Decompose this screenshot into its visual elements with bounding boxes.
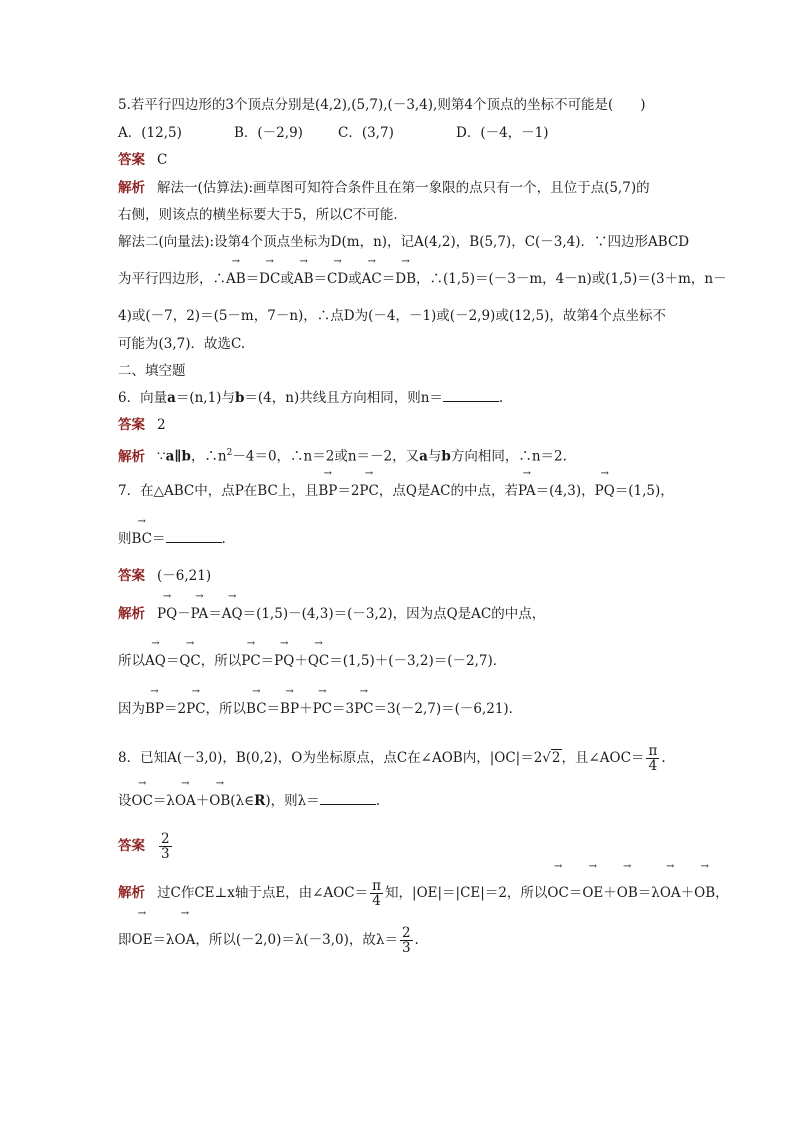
q7-an3-m5: ＝3 <box>331 701 355 717</box>
vec-bp: → BP <box>280 700 299 718</box>
eq: ＝ <box>245 271 260 287</box>
vec-qc: → QC <box>179 652 200 670</box>
q8-an1-m1: ＝ <box>568 885 583 901</box>
q6-an-post: －4＝0，∴n＝2或n＝－2，又 <box>232 448 420 465</box>
q6-stem-post: ＝(4，n)共线且方向相同，则n＝ <box>244 390 443 406</box>
or: 或 <box>280 271 294 287</box>
q8-answer-fraction <box>159 832 172 861</box>
q5-option-d: D．(－4，－1) <box>456 125 549 141</box>
vec-bp: → BP <box>318 482 337 500</box>
eq: ＝ <box>313 271 327 287</box>
vec-qc: → QC <box>308 652 329 670</box>
q8-l2-m3: (λ∈ <box>230 793 255 809</box>
q5-analysis-1 <box>118 179 650 197</box>
q8-l1-end: . <box>661 750 666 766</box>
q6-a-parallel-b: a∥b <box>165 448 191 465</box>
q6-an-mid2: 与 <box>427 448 442 465</box>
vec-pa: → PA <box>191 605 209 623</box>
vec-pa: → PA <box>518 482 536 500</box>
q6-an-mid: ，∴n <box>190 448 227 465</box>
q5-option-a: A．(12,5) <box>118 125 182 141</box>
fraction-pi-4 <box>646 744 659 773</box>
q7-stem-1 <box>118 482 674 500</box>
answer-label: 答案 <box>118 152 145 168</box>
q7-an3-m1: ＝2 <box>164 701 187 717</box>
q5-stem: 5.若平行四边形的3个顶点分别是(4,2),(5,7),(－3,4),则第4个顶点的坐标不可能是( ) <box>118 97 646 113</box>
vec-ac: → AC <box>362 270 382 288</box>
q8-analysis-2 <box>118 922 419 958</box>
q8-an2-mid: ，所以(－2,0)＝λ(－3,0)，故λ＝ <box>195 932 398 948</box>
vec-b: b <box>441 448 451 465</box>
q5-analysis-2: 右侧，则该点的横坐标要大于5，所以C不可能． <box>118 207 407 223</box>
q7-an2-pre: 所以 <box>118 653 145 669</box>
q8-l1-pre: 8．已知A(－3,0)，B(0,2)，O为坐标原点，点C在∠AOB内，|OC|＝2 <box>118 750 543 766</box>
fraction-2-3 <box>400 926 413 955</box>
q8-an2-m1: ＝λ <box>152 932 175 948</box>
q7-l2-pre: 则 <box>118 531 132 547</box>
q5-answer-line <box>118 151 167 169</box>
q6-an-sup: 2 <box>226 448 233 458</box>
q6-stem-pre: 6．向量 <box>118 390 168 406</box>
q7-l1-end: ＝(1,5)， <box>614 483 674 499</box>
q7-l1-mid2: ，点Q是AC的中点，若 <box>378 483 518 499</box>
vec-oa: → OA <box>175 922 196 958</box>
q6-analysis <box>118 444 567 466</box>
vec-a: a <box>419 448 428 465</box>
vec-pc: → PC <box>241 652 260 670</box>
q6-answer-line <box>118 416 166 434</box>
q8-l2-end: )，则λ＝ <box>265 793 320 809</box>
frac-num: 2 <box>161 831 170 847</box>
q7-an1-end: ＝(1,5)－(4,3)＝(－3,2)，因为点Q是AC的中点， <box>242 606 546 622</box>
q8-l2-m2: ＋ <box>195 793 210 809</box>
analysis-label: 解析 <box>118 606 145 622</box>
vec-oc: → OC <box>547 875 568 911</box>
q7-blank[interactable] <box>166 530 222 543</box>
q7-an3-m2: ，所以 <box>205 701 247 717</box>
q8-stem-1 <box>118 740 666 776</box>
q5-analysis-6: 可能为(3,7)．故选C. <box>118 336 246 352</box>
vec-ob: → OB <box>209 792 230 810</box>
vec-oa: → OA <box>175 792 196 810</box>
vec-bc: → BC <box>132 530 153 548</box>
q8-l1-mid: ，且∠AOC＝ <box>561 750 645 766</box>
q7-l1-mid3: ＝(4,3)， <box>535 483 595 499</box>
frac-den: 4 <box>372 893 381 909</box>
vec-ob: → OB <box>694 875 715 911</box>
q7-answer: (－6,21) <box>157 568 212 584</box>
q8-an1-end: ， <box>715 885 729 901</box>
vec-b: b <box>234 390 245 406</box>
q8-analysis-1 <box>118 875 729 911</box>
q6-an-pre: ∵ <box>157 448 166 465</box>
q5-analysis-5: 4)或(－7，2)＝(5－m，7－n)，∴点D为(－4，－1)或(－2,9)或(12,5)，故第4个点坐标不 <box>118 308 666 324</box>
q8-stem-2: 设→ OC＝λ→ OA＋→ OB(λ∈R)，则λ＝ . <box>118 792 380 810</box>
frac-num: π <box>648 743 658 759</box>
q6-stem-mid: ＝(n,1)与 <box>175 390 235 406</box>
q7-an1-m1: － <box>177 606 191 622</box>
q6-blank[interactable] <box>443 389 499 402</box>
q7-answer-line <box>118 567 211 585</box>
q5-analysis-3: 解法二(向量法):设第4个顶点坐标为D(m，n)，记A(4,2)，B(5,7)，C(－3,4)．∵四边形ABCD <box>118 234 690 250</box>
vec-bc: → BC <box>246 700 267 718</box>
q7-an2-m2: ，所以 <box>200 653 242 669</box>
q5-analysis-text-1: 解法一(估算法):画草图可知符合条件且在第一象限的点只有一个，且位于点(5,7)的 <box>157 180 650 196</box>
q8-an1-m3: ＝λ <box>637 885 660 901</box>
frac-num: π <box>372 878 382 894</box>
q7-l2-post: ＝ <box>152 531 166 547</box>
q8-an2-end: . <box>414 932 419 948</box>
q7-an3-m4: ＋ <box>299 701 313 717</box>
q7-an3-end: ＝3(－2,7)＝(－6,21)． <box>373 701 523 717</box>
vec-cd: → CD <box>327 270 348 288</box>
q5-analysis-4 <box>118 270 727 288</box>
vec-aq: → AQ <box>222 605 243 623</box>
frac-num: 2 <box>401 925 411 941</box>
frac-den: 3 <box>161 846 170 862</box>
set-r: R <box>254 793 266 809</box>
q7-analysis-3 <box>118 700 522 718</box>
q5-options <box>118 124 549 142</box>
q8-an2-pre: 即 <box>118 932 132 948</box>
q7-an3-m3: ＝ <box>266 701 281 717</box>
q7-an1-m2: ＝ <box>208 606 222 622</box>
frac-den: 3 <box>401 940 411 956</box>
vec-ob: → OB <box>617 875 638 911</box>
q8-an1-pre: 过C作CE⊥x轴于点E，由∠AOC＝ <box>157 885 369 901</box>
vec-pc: → PC <box>313 700 332 718</box>
q8-blank[interactable] <box>320 792 376 805</box>
eq: ＝ <box>381 271 396 287</box>
or: 或 <box>348 271 362 287</box>
q7-an3-pre: 因为 <box>118 701 145 717</box>
q7-an2-m4: ＋ <box>294 653 308 669</box>
vec-oe: → OE <box>582 875 603 911</box>
frac-den: 4 <box>648 758 658 774</box>
q6-an-end: 方向相同，∴n＝2. <box>450 448 567 465</box>
q5-option-b: B．(－2,9) <box>234 125 303 141</box>
q7-l1-mid: ＝2 <box>337 483 360 499</box>
vec-a: a <box>167 390 176 406</box>
vec-pc: → PC <box>359 482 378 500</box>
analysis-label: 解析 <box>118 180 145 196</box>
vec-pq: → PQ <box>157 605 177 623</box>
q5-option-c: C．(3,7) <box>338 125 394 141</box>
vec-pq: → PQ <box>274 652 294 670</box>
vec-oc: → OC <box>132 792 153 810</box>
q8-l2-pre: 设 <box>118 793 132 809</box>
vec-pc: → PC <box>186 700 205 718</box>
q7-an2-m1: ＝ <box>165 653 180 669</box>
vec-bp: → BP <box>145 700 164 718</box>
q6-answer: 2 <box>157 417 166 433</box>
q5-analysis-4-prefix: 为平行四边形，∴ <box>118 271 226 287</box>
q8-answer-line <box>118 828 174 864</box>
answer-label: 答案 <box>118 417 145 433</box>
fraction-pi-4 <box>370 879 383 908</box>
vec-aq: → AQ <box>145 652 166 670</box>
q8-l2-m1: ＝λ <box>152 793 175 809</box>
answer-label: 答案 <box>118 838 145 854</box>
q7-analysis-1 <box>118 605 545 623</box>
vec-pc: → PC <box>354 700 373 718</box>
vec-oe: → OE <box>132 922 153 958</box>
section-heading: 二、填空题 <box>118 363 186 379</box>
vec-oa: → OA <box>660 875 681 911</box>
q6-stem: 6．向量a＝(n,1)与b＝(4，n)共线且方向相同，则n＝ . <box>118 390 504 406</box>
q5-analysis-4-suffix: ，∴(1,5)＝(－3－m，4－n)或(1,5)＝(3＋m，n－ <box>416 271 727 287</box>
vec-ab: → AB <box>294 270 314 288</box>
q5-answer: C <box>157 152 168 168</box>
vec-ab: → AB <box>226 270 246 288</box>
q8-an1-m4: ＋ <box>680 885 695 901</box>
q7-l1-pre: 7．在△ABC中，点P在BC上，且 <box>118 483 319 499</box>
q8-an1-m2: ＋ <box>603 885 617 901</box>
analysis-label: 解析 <box>118 448 145 465</box>
sqrt-symbol: √2 <box>542 750 561 766</box>
sqrt-radicand: 2 <box>551 750 561 766</box>
vec-db: → DB <box>395 270 416 288</box>
q7-analysis-2 <box>118 652 506 670</box>
answer-label: 答案 <box>118 568 145 584</box>
q8-an1-mid: 知，|OE|＝|CE|＝2，所以 <box>385 885 548 901</box>
vec-dc: → DC <box>259 270 280 288</box>
q7-stem-2: 则→ BC＝ . <box>118 530 226 548</box>
vec-pq: → PQ <box>595 482 615 500</box>
analysis-label: 解析 <box>118 885 145 901</box>
q7-an2-m3: ＝ <box>260 653 275 669</box>
q7-an2-end: ＝(1,5)＋(－3,2)＝(－2,7)． <box>329 653 507 669</box>
